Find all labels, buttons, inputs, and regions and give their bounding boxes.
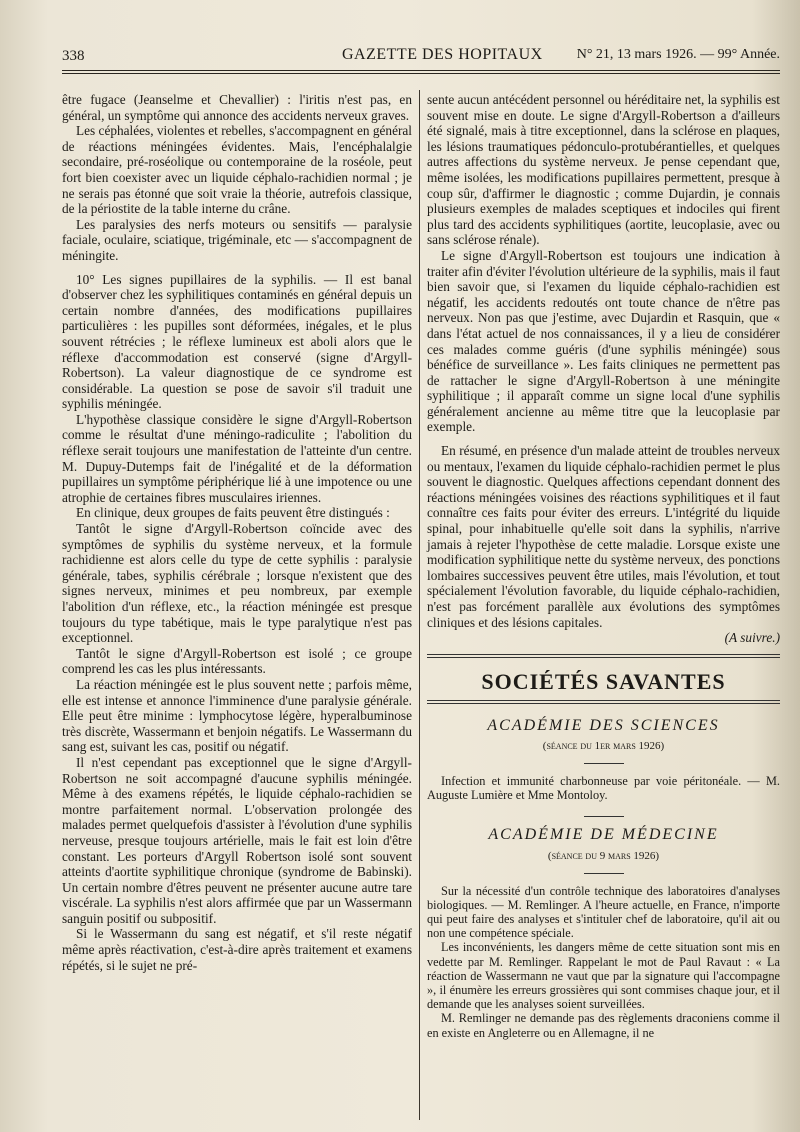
issue-info: N° 21, 13 mars 1926. — 99° Année. bbox=[576, 47, 780, 62]
paragraph: Les paralysies des nerfs moteurs ou sensitifs — paralysie faciale, oculaire, sciatique, trigéminale, etc — s'accompagnent de méningite. bbox=[62, 216, 412, 263]
paragraph: Le signe d'Argyll-Robertson est toujours une indication à traiter afin d'éviter l'évolution ultérieure de la syphilis, mais il faut bien savoir que, si l'examen du liquide céphalo-rachidien est négatif, les accidents redoutés ont toute chance de n'être pas nerveux. Non pas que j'estime, avec Dujardin et Rasquin, que « dans l'état actuel de nos connaissances, il y a lieu de considérer ces malades comme guéris (d'une syphilis méningée) sous bénéfice de surveillance ». Les faits cliniques ne permettent pas de rattacher le signe d'Argyll-Robertson à une méningite syphilitique ; il apparaît comme un signe local d'une syphilis généralement ancienne au même titre que la leucoplasie par exemple. bbox=[427, 247, 780, 435]
header-rule-bottom bbox=[62, 73, 780, 74]
article-laboratoires bbox=[427, 884, 780, 941]
academie-medecine-heading: ACADÉMIE DE MÉDECINE bbox=[488, 826, 719, 844]
seance-date: (séance du 9 mars 1926) bbox=[547, 849, 660, 862]
paragraph: En clinique, deux groupes de faits peuvent être distingués : bbox=[76, 505, 390, 521]
article-title: Sur la nécessité d'un contrôle technique des laboratoires d'analyses biologiques. bbox=[427, 883, 780, 912]
section-rule bbox=[427, 654, 780, 658]
column-divider bbox=[419, 90, 420, 1120]
short-rule bbox=[584, 763, 624, 764]
paragraph: Il n'est cependant pas exceptionnel que le signe d'Argyll-Robertson ne soit accompagné d'aucune syphilis méningée. Même à des examens répétés, le liquide céphalo-rachidien se montre parfaitement normal. L'observation prolongée des malades permet quelquefois d'assister à l'évolution d'une syphilis nerveuse, presque toujours artérielle, mais le fait est loin d'être constant. Les porteurs d'Argyll Robertson isolé sont souvent atteints d'aortite syphilitique chronique (syndrome de Babinski). Un certain nombre d'êtres peuvent ne présenter aucune autre tare viscérale. La syphilis n'est alors affirmée que par un Wassermann sanguin positif ou subpositif. bbox=[62, 754, 412, 926]
paragraph: Les inconvénients, les dangers même de cette situation sont mis en vedette par M. Remlinger. Rappelant le mot de Paul Ravaut : « La réaction de Wassermann ne vaut que par la signature qui l'accompagne », il énumère les erreurs grossières qui sont commises chaque jour, et il demande que les analyses soient surveillées. bbox=[427, 940, 780, 1012]
paragraph: Les céphalées, violentes et rebelles, s'accompagnent en général de réactions méningées évidentes. Mais, l'encéphalalgie secondaire, pré-roséolique ou contemporaine de la roséole, peut fort bien coexister avec un liquide céphalo-rachidien normal ; je ne serais pas étonné que soit vraie la théorie, autrefois classique, de la périostite de la table interne du crâne. bbox=[62, 123, 412, 217]
paragraph: M. Remlinger ne demande pas des règlements draconiens comme il en existe en Angleterre ou en Allemagne, il ne bbox=[427, 1011, 780, 1040]
journal-title: GAZETTE DES HOPITAUX bbox=[342, 46, 543, 63]
societes-savantes-heading: SOCIÉTÉS SAVANTES bbox=[481, 668, 726, 694]
a-suivre: (A suivre.) bbox=[724, 630, 780, 646]
paragraph: La réaction méningée est le plus souvent nette ; parfois même, elle est intense et annonce l'imminence d'une paralysie générale. Elle peut être minime : lymphocytose légère, hyperalbuminose très discrète, Wassermann et benjoin négatifs. Le Wassermann du sang est, suivant les cas, positif ou négatif. bbox=[62, 676, 412, 755]
right-column bbox=[427, 92, 780, 1040]
article-title: Infection et immunité charbonneuse par voie péritonéale. bbox=[441, 773, 742, 788]
left-column bbox=[62, 92, 412, 973]
section-rule bbox=[427, 700, 780, 704]
short-rule bbox=[584, 816, 624, 817]
seance-date: (séance du 1er mars 1926) bbox=[542, 740, 665, 753]
paragraph: En résumé, en présence d'un malade atteint de troubles nerveux ou mentaux, l'examen du liquide céphalo-rachidien permet le plus souvent le diagnostic. Quelques affections cependant donnent des réactions méningées voisines des réactions syphilitiques et il faut connaître ces faits pour éviter des erreurs. L'intégrité du liquide spinal, pour inhabituelle qu'elle soit dans la syphilis, n'arrive jamais à rejeter l'hypothèse de cette maladie. Lorsque existe une modification syphilitique nette du système nerveux, des ponctions lombaires successives peuvent être utiles, mais l'évolution, et tout spécialement l'évolution favorable, du liquide céphalo-rachidien, n'est pas forcément parallèle aux évolutions des symptômes cliniques et des lésions capitales. bbox=[427, 443, 780, 630]
paragraph: Tantôt le signe d'Argyll-Robertson coïncide avec des symptômes de syphilis du système nerveux, et la formule rachidienne est alors celle du type de cette syphilis : paralysie générale, tabes, syphilis cérébrale ; lorsque n'existent que des signes nerveux, minimes et peu nombreux, par exemple l'abolition d'un réflexe, etc., la réaction méningée est presque toujours du type tabétique, mais le type paralytique n'est pas exceptionnel. bbox=[62, 521, 412, 646]
paragraph: 10° Les signes pupillaires de la syphilis. — Il est banal d'observer chez les syphilitiques contaminés en général depuis un certain nombre d'années, des modifications pupillaires particulières : les pupilles sont déformées, inégales, et le plus souvent rétrécies ; le réflexe lumineux est aboli alors que le réflexe d'accommodation est conservé (signe d'Argyll-Robertson). La valeur diagnostique de ce syndrome est considérable. La question se pose de savoir s'il traduit une syphilis méningée. bbox=[62, 271, 412, 412]
short-rule bbox=[584, 873, 624, 874]
article-text: — M. Remlinger. A l'heure actuelle, en France, n'importe qui peut faire des analyses et s'intituler chef de laboratoire, qu'il ait ou non une compétence spéciale. bbox=[427, 897, 780, 941]
page-header bbox=[62, 44, 780, 68]
paragraph: être fugace (Jeanselme et Chevallier) : l'iritis n'est pas, en général, un symptôme qui annonce des accidents nerveux graves. bbox=[62, 92, 412, 123]
paragraph: Tantôt le signe d'Argyll-Robertson est isolé ; ce groupe comprend les cas les plus intéressants. bbox=[62, 645, 412, 677]
paragraph: sente aucun antécédent personnel ou héréditaire net, la syphilis est souvent mise en doute. Le signe d'Argyll-Robertson a d'ailleurs été signalé, mais à titre exceptionnel, dans la sclérose en plaques, les lésions traumatiques pédonculo-protubérantielles, et quelques autres affections du système nerveux. Je pense cependant que, même isolées, les modifications pupillaires permettent, presque à coup sûr, d'affirmer le diagnostic ; comme Dujardin, je connais plusieurs exemples de malades sceptiques et indociles qui firent plus tard des accidents syphilitiques (aortite, leucoplasie, avec ou sans sclérose rénale). bbox=[427, 92, 780, 248]
page-number: 338 bbox=[62, 48, 85, 64]
article-authors: — M. Auguste Lumière et Mme Montoloy. bbox=[427, 773, 780, 803]
paragraph: L'hypothèse classique considère le signe d'Argyll-Robertson comme le résultat d'une méningo-radiculite ; l'abolition du réflexe serait toujours une manifestation de l'atteinte d'un centre. M. Dupuy-Dutemps fait de l'inégalité et de la déformation pupillaires un symptôme périphérique lié à une impotence ou une atrophie de certaines fibres musculaires iriennes. bbox=[62, 411, 412, 505]
header-rule-top bbox=[62, 70, 780, 71]
article-infection bbox=[427, 774, 780, 802]
paragraph: Si le Wassermann du sang est négatif, et s'il reste négatif même après réactivation, c'est-à-dire après traitement et examens répétés, si le sujet ne pré- bbox=[62, 926, 412, 973]
academie-sciences-heading: ACADÉMIE DES SCIENCES bbox=[487, 716, 720, 734]
